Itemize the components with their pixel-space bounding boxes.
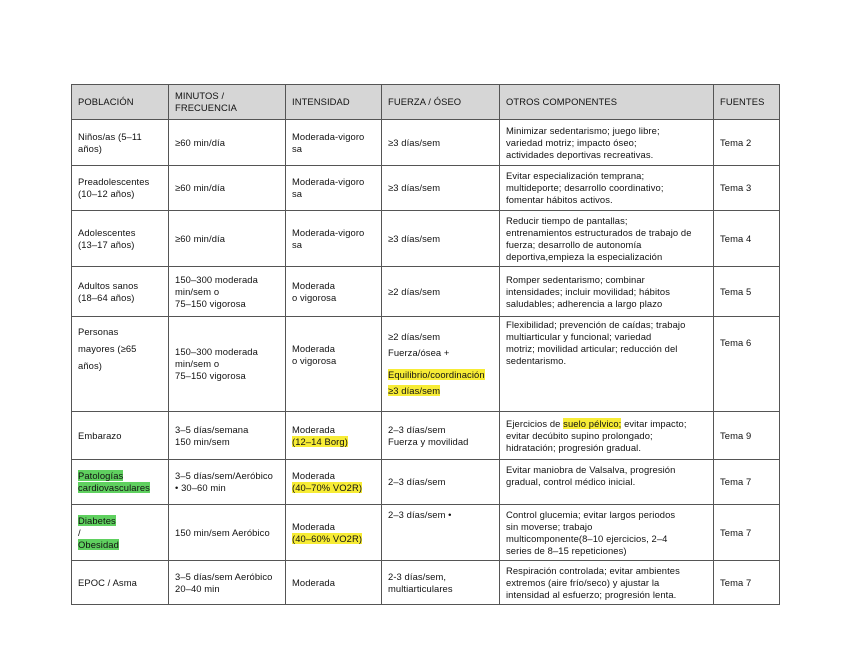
cell-fuerza: ≥2 días/sem: [382, 267, 500, 317]
cell-otros: Ejercicios de suelo pélvico; evitar impacto; evitar decúbito supino prolongado; hidratación; progresión gradual.: [500, 412, 714, 460]
cell-minutos: 3–5 días/sem Aeróbico 20–40 min: [169, 561, 286, 605]
cell-fuerza: 2–3 días/sem Fuerza y movilidad: [382, 412, 500, 460]
table-row: [72, 505, 780, 561]
cell-minutos: ≥60 min/día: [169, 211, 286, 267]
recommendations-table: [71, 84, 780, 605]
cell-intensidad: Moderada-vigoro sa: [286, 211, 382, 267]
cell-intensidad: Moderada (12–14 Borg): [286, 412, 382, 460]
cell-otros: Evitar especialización temprana; multideporte; desarrollo coordinativo; fomentar hábitos activos.: [500, 166, 714, 211]
cell-fuente: Tema 7: [714, 460, 780, 505]
cell-poblacion: Niños/as (5–11 años): [72, 120, 169, 166]
cell-minutos: 3–5 días/semana 150 min/sem: [169, 412, 286, 460]
cell-fuente: Tema 9: [714, 412, 780, 460]
cell-fuente: Tema 7: [714, 505, 780, 561]
cell-intensidad: Moderada-vigoro sa: [286, 166, 382, 211]
cell-otros: Evitar maniobra de Valsalva, progresión gradual, control médico inicial.: [500, 460, 714, 505]
cell-otros: Romper sedentarismo; combinar intensidades; incluir movilidad; hábitos saludables; adherencia a largo plazo: [500, 267, 714, 317]
header-minutos: MINUTOS / FRECUENCIA: [169, 85, 286, 120]
cell-poblacion: [72, 460, 169, 505]
highlight-patologias: Patologías: [78, 470, 124, 481]
cell-poblacion: EPOC / Asma: [72, 561, 169, 605]
cell-minutos: 150 min/sem Aeróbico: [169, 505, 286, 561]
cell-fuerza: ≥3 días/sem: [382, 166, 500, 211]
cell-fuente: Tema 5: [714, 267, 780, 317]
cell-minutos: 150–300 moderada min/sem o 75–150 vigorosa: [169, 267, 286, 317]
table-row: [72, 166, 780, 211]
header-poblacion: POBLACIÓN: [72, 85, 169, 120]
cell-fuente: Tema 7: [714, 561, 780, 605]
cell-poblacion: Embarazo: [72, 412, 169, 460]
table-row: [72, 120, 780, 166]
cell-poblacion: Adolescentes (13–17 años): [72, 211, 169, 267]
cell-minutos: ≥60 min/día: [169, 166, 286, 211]
cell-poblacion: Diabetes / Obesidad: [72, 505, 169, 561]
cell-fuente: Tema 3: [714, 166, 780, 211]
table-row: [72, 561, 780, 605]
cell-fuerza: ≥3 días/sem: [382, 211, 500, 267]
cell-fuerza: ≥2 días/sem Fuerza/ósea + Equilibrio/coordinación ≥3 días/sem: [382, 317, 500, 412]
cell-fuerza: 2-3 días/sem, multiarticulares: [382, 561, 500, 605]
highlight-cardiovasculares: cardiovasculares: [78, 482, 150, 493]
cell-poblacion: Personas mayores (≥65 años): [72, 317, 169, 412]
cell-intensidad: Moderada (40–60% VO2R): [286, 505, 382, 561]
cell-fuente: Tema 4: [714, 211, 780, 267]
cell-poblacion: Adultos sanos (18–64 años): [72, 267, 169, 317]
cell-otros: Respiración controlada; evitar ambientes extremos (aire frío/seco) y ajustar la intensidad al esfuerzo; progresión lenta.: [500, 561, 714, 605]
highlight-vo2r-70: (40–70% VO2R): [292, 482, 363, 493]
cell-otros: Control glucemia; evitar largos periodos sin moverse; trabajo multicomponente(8–10 ejercicios, 2–4 series de 8–15 repeticiones): [500, 505, 714, 561]
header-otros: OTROS COMPONENTES: [500, 85, 714, 120]
table-row: [72, 267, 780, 317]
cell-poblacion: Preadolescentes (10–12 años): [72, 166, 169, 211]
cell-intensidad: Moderada: [286, 561, 382, 605]
cell-minutos: ≥60 min/día: [169, 120, 286, 166]
highlight-borg: (12–14 Borg): [292, 435, 348, 447]
highlight-diabetes: Diabetes: [78, 514, 116, 526]
header-intensidad: INTENSIDAD: [286, 85, 382, 120]
cell-otros: Minimizar sedentarismo; juego libre; variedad motriz; impacto óseo; actividades deportivas recreativas.: [500, 120, 714, 166]
table-row: [72, 317, 780, 412]
cell-intensidad: Moderada o vigorosa: [286, 267, 382, 317]
cell-minutos: 3–5 días/sem/Aeróbico • 30–60 min: [169, 460, 286, 505]
highlight-dias: ≥3 días/sem: [388, 385, 441, 396]
highlight-suelo-pelvico: suelo pélvico;: [563, 417, 622, 429]
cell-fuerza: 2–3 días/sem: [382, 460, 500, 505]
header-fuentes: FUENTES: [714, 85, 780, 120]
cell-intensidad: Moderada o vigorosa: [286, 317, 382, 412]
cell-fuente: Tema 2: [714, 120, 780, 166]
cell-fuerza: 2–3 días/sem •: [382, 505, 500, 561]
cell-intensidad: Moderada-vigoro sa: [286, 120, 382, 166]
cell-intensidad: Moderada (40–70% VO2R): [286, 460, 382, 505]
table-row: [72, 460, 780, 505]
table-row: [72, 211, 780, 267]
highlight-obesidad: Obesidad: [78, 538, 119, 550]
cell-minutos: 150–300 moderada min/sem o 75–150 vigorosa: [169, 317, 286, 412]
cell-otros: Reducir tiempo de pantallas; entrenamientos estructurados de trabajo de fuerza; desarrollo de autonomía deportiva,empieza la especialización: [500, 211, 714, 267]
table-row: [72, 412, 780, 460]
highlight-vo2r-60: (40–60% VO2R): [292, 532, 363, 544]
cell-otros: Flexibilidad; prevención de caídas; trabajo multiarticular y funcional; variedad motriz; movilidad articular; reducción del sedentarismo.: [500, 317, 714, 412]
cell-fuente: Tema 6: [714, 317, 780, 412]
header-row: [72, 85, 780, 120]
highlight-equilibrio: Equilibrio/coordinación: [388, 369, 485, 380]
header-fuerza: FUERZA / ÓSEO: [382, 85, 500, 120]
cell-fuerza: ≥3 días/sem: [382, 120, 500, 166]
